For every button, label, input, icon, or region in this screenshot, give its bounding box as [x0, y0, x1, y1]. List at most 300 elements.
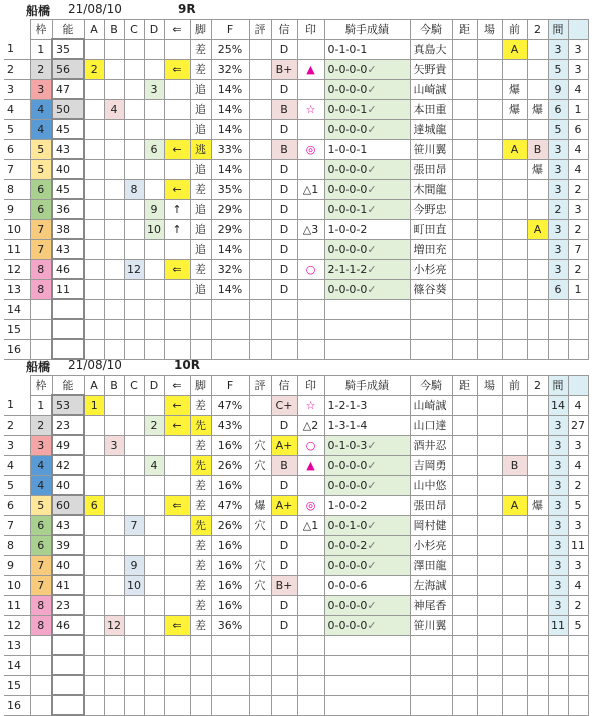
venue: 船橋	[26, 360, 51, 374]
cell-B	[104, 159, 124, 179]
cell-seiseki	[324, 495, 410, 515]
table-row[interactable]	[4, 79, 588, 99]
table-row[interactable]	[4, 675, 588, 695]
cell-waku: 4	[30, 455, 52, 475]
cell-waku: 7	[30, 555, 52, 575]
cell-A	[84, 259, 104, 279]
cell-F: 16%	[211, 535, 249, 555]
cell-mae: A	[502, 39, 527, 59]
cell-ni	[527, 319, 548, 339]
cell-B	[104, 219, 124, 239]
cell-C	[124, 39, 144, 59]
cell-seiseki	[324, 655, 410, 675]
cell-shirushi	[297, 199, 324, 219]
table-row[interactable]	[4, 219, 588, 239]
cell-kan2	[568, 319, 588, 339]
cell-D	[144, 179, 164, 199]
cell-seiseki	[324, 435, 410, 455]
cell-seiseki	[324, 395, 410, 415]
race-header	[0, 356, 605, 374]
cell-C	[124, 219, 144, 239]
cell-shirushi: ◎	[297, 495, 324, 515]
table-row[interactable]	[4, 239, 588, 259]
cell-mae: 爆	[502, 99, 527, 119]
cell-F	[211, 319, 249, 339]
col-header-seiseki: 騎手成績	[324, 376, 410, 396]
cell-D: 2	[144, 415, 164, 435]
cell-hyo	[249, 395, 271, 415]
record-text: 0-0-0-0	[327, 182, 368, 196]
cell-ba	[477, 279, 502, 299]
cell-kyori	[452, 515, 477, 535]
cell-waku: 2	[30, 415, 52, 435]
cell-kan2: 1	[568, 99, 588, 119]
cell-jockey: 矢野貴	[410, 59, 452, 79]
check-icon: ✓	[367, 202, 377, 216]
cell-seiseki	[324, 595, 410, 615]
cell-shirushi	[297, 555, 324, 575]
cell-ba	[477, 495, 502, 515]
cell-D	[144, 635, 164, 655]
cell-A	[84, 159, 104, 179]
cell-hyo	[249, 695, 271, 715]
table-row[interactable]	[4, 39, 588, 59]
cell-ba	[477, 435, 502, 455]
record-text: 1-0-0-2	[327, 222, 368, 236]
table-row[interactable]	[4, 139, 588, 159]
cell-shirushi	[297, 695, 324, 715]
cell-C	[124, 99, 144, 119]
cell-A	[84, 415, 104, 435]
cell-kan2: 4	[568, 79, 588, 99]
cell-kan1: 11	[548, 615, 568, 635]
cell-arrow: ↑	[164, 199, 190, 219]
race-number: 9R	[178, 2, 196, 16]
cell-mae	[502, 535, 527, 555]
cell-kyori	[452, 79, 477, 99]
cell-B	[104, 299, 124, 319]
cell-kan1	[548, 675, 568, 695]
cell-arrow: ←	[164, 395, 190, 415]
cell-kyaku	[190, 635, 211, 655]
horse-number: 8	[4, 535, 30, 555]
cell-D	[144, 395, 164, 415]
cell-A	[84, 319, 104, 339]
cell-ba	[477, 575, 502, 595]
check-icon: ✓	[367, 62, 377, 76]
cell-D	[144, 119, 164, 139]
col-header-kan1: 間	[548, 20, 568, 40]
cell-A	[84, 615, 104, 635]
cell-ni	[527, 615, 548, 635]
cell-kan1: 3	[548, 575, 568, 595]
cell-jockey	[410, 299, 452, 319]
cell-seiseki	[324, 615, 410, 635]
cell-arrow	[164, 515, 190, 535]
cell-kyaku: 先	[190, 455, 211, 475]
cell-B	[104, 319, 124, 339]
table-row[interactable]	[4, 199, 588, 219]
cell-kyori	[452, 635, 477, 655]
cell-nou: 39	[52, 535, 84, 555]
cell-kyaku	[190, 319, 211, 339]
cell-A	[84, 279, 104, 299]
record-text: 0-0-0-0	[327, 478, 368, 492]
cell-waku	[30, 319, 52, 339]
col-header-A: A	[84, 20, 104, 40]
cell-arrow	[164, 675, 190, 695]
cell-shin: D	[271, 555, 297, 575]
cell-arrow	[164, 119, 190, 139]
cell-mae	[502, 695, 527, 715]
cell-shirushi: △2	[297, 415, 324, 435]
cell-shin	[271, 655, 297, 675]
check-icon: ✓	[367, 242, 377, 256]
cell-hyo	[249, 615, 271, 635]
cell-B	[104, 575, 124, 595]
cell-C	[124, 415, 144, 435]
cell-C	[124, 239, 144, 259]
cell-kan1: 3	[548, 495, 568, 515]
cell-mae	[502, 279, 527, 299]
cell-ni	[527, 179, 548, 199]
table-row[interactable]	[4, 495, 588, 515]
horse-number: 9	[4, 555, 30, 575]
cell-nou	[52, 675, 84, 695]
cell-ba	[477, 179, 502, 199]
cell-kyori	[452, 655, 477, 675]
col-header-nou: 能	[52, 376, 84, 396]
cell-kan2: 3	[568, 59, 588, 79]
cell-kan1: 3	[548, 515, 568, 535]
cell-kyaku: 逃	[190, 139, 211, 159]
record-text: 0-0-0-6	[327, 578, 368, 592]
cell-mae	[502, 199, 527, 219]
cell-shin: D	[271, 259, 297, 279]
cell-arrow	[164, 159, 190, 179]
cell-kyaku	[190, 695, 211, 715]
cell-nou	[52, 695, 84, 715]
cell-kyori	[452, 59, 477, 79]
table-row[interactable]	[4, 299, 588, 319]
cell-kan2: 5	[568, 615, 588, 635]
table-row[interactable]	[4, 279, 588, 299]
table-row[interactable]	[4, 615, 588, 635]
record-text: 0-0-0-1	[327, 202, 368, 216]
horse-number: 15	[4, 319, 30, 339]
cell-waku: 6	[30, 515, 52, 535]
cell-waku: 6	[30, 179, 52, 199]
col-header-seiseki: 騎手成績	[324, 20, 410, 40]
cell-kan2: 3	[568, 515, 588, 535]
cell-jockey: 笹川翼	[410, 615, 452, 635]
table-row[interactable]	[4, 555, 588, 575]
cell-arrow	[164, 39, 190, 59]
cell-shin: D	[271, 615, 297, 635]
cell-seiseki	[324, 535, 410, 555]
cell-kyaku: 差	[190, 259, 211, 279]
cell-hyo	[249, 199, 271, 219]
cell-mae	[502, 59, 527, 79]
cell-arrow	[164, 655, 190, 675]
cell-kan2: 2	[568, 259, 588, 279]
cell-seiseki	[324, 259, 410, 279]
table-row[interactable]	[4, 535, 588, 555]
cell-shirushi	[297, 615, 324, 635]
cell-kan1: 2	[548, 199, 568, 219]
cell-ni	[527, 199, 548, 219]
col-header-nou: 能	[52, 20, 84, 40]
cell-kan2: 4	[568, 455, 588, 475]
col-header-D: D	[144, 20, 164, 40]
cell-waku: 7	[30, 219, 52, 239]
cell-ni	[527, 39, 548, 59]
table-row[interactable]	[4, 455, 588, 475]
cell-C	[124, 455, 144, 475]
cell-arrow: ←	[164, 139, 190, 159]
cell-ni	[527, 555, 548, 575]
cell-C: 10	[124, 575, 144, 595]
col-header-kan2	[568, 20, 588, 40]
cell-D	[144, 495, 164, 515]
cell-hyo	[249, 99, 271, 119]
cell-arrow: ⇐	[164, 615, 190, 635]
cell-C	[124, 299, 144, 319]
cell-C: 7	[124, 515, 144, 535]
check-icon: ✓	[367, 162, 377, 176]
cell-shin: D	[271, 239, 297, 259]
cell-waku: 7	[30, 239, 52, 259]
cell-A	[84, 239, 104, 259]
cell-shin: B+	[271, 59, 297, 79]
cell-shirushi	[297, 475, 324, 495]
table-row[interactable]	[4, 695, 588, 715]
col-header-waku: 枠	[30, 376, 52, 396]
col-header-mae: 前	[502, 376, 527, 396]
cell-shin: D	[271, 179, 297, 199]
cell-shin: D	[271, 595, 297, 615]
cell-kyori	[452, 179, 477, 199]
cell-waku: 8	[30, 259, 52, 279]
cell-kan2	[568, 695, 588, 715]
table-row[interactable]	[4, 635, 588, 655]
cell-hyo	[249, 39, 271, 59]
cell-ni	[527, 79, 548, 99]
table-row[interactable]	[4, 159, 588, 179]
cell-kan2: 3	[568, 199, 588, 219]
cell-kyori	[452, 495, 477, 515]
check-icon: ✓	[367, 282, 377, 296]
horse-number: 9	[4, 199, 30, 219]
cell-B: 4	[104, 99, 124, 119]
cell-shin: B+	[271, 575, 297, 595]
cell-waku: 2	[30, 59, 52, 79]
cell-shin: C+	[271, 395, 297, 415]
cell-kyori	[452, 575, 477, 595]
horse-number: 16	[4, 339, 30, 359]
cell-kyaku: 差	[190, 555, 211, 575]
cell-kyaku: 先	[190, 415, 211, 435]
cell-shirushi: ◎	[297, 139, 324, 159]
cell-kyaku: 追	[190, 159, 211, 179]
table-row[interactable]	[4, 595, 588, 615]
cell-jockey: 張田昂	[410, 159, 452, 179]
cell-jockey: 吉岡勇	[410, 455, 452, 475]
cell-seiseki	[324, 415, 410, 435]
cell-nou: 60	[52, 495, 84, 515]
col-header-arrow: ⇐	[164, 20, 190, 40]
cell-shin: D	[271, 415, 297, 435]
cell-A	[84, 119, 104, 139]
cell-shin	[271, 675, 297, 695]
cell-kyaku: 先	[190, 515, 211, 535]
cell-kan1: 3	[548, 415, 568, 435]
cell-B	[104, 455, 124, 475]
horse-number: 5	[4, 119, 30, 139]
cell-seiseki	[324, 455, 410, 475]
cell-nou: 49	[52, 435, 84, 455]
cell-shirushi	[297, 279, 324, 299]
cell-F: 29%	[211, 219, 249, 239]
cell-waku	[30, 635, 52, 655]
cell-hyo: 穴	[249, 575, 271, 595]
cell-C	[124, 695, 144, 715]
cell-shirushi	[297, 39, 324, 59]
cell-F	[211, 695, 249, 715]
cell-mae	[502, 575, 527, 595]
cell-D	[144, 595, 164, 615]
horse-number: 15	[4, 675, 30, 695]
cell-kyaku: 追	[190, 239, 211, 259]
col-header-B: B	[104, 376, 124, 396]
cell-shirushi	[297, 655, 324, 675]
cell-F: 16%	[211, 475, 249, 495]
cell-mae	[502, 119, 527, 139]
cell-F: 47%	[211, 495, 249, 515]
table-row[interactable]	[4, 99, 588, 119]
cell-kan2	[568, 655, 588, 675]
cell-ba	[477, 395, 502, 415]
table-row[interactable]	[4, 475, 588, 495]
table-row[interactable]	[4, 59, 588, 79]
cell-kyaku: 差	[190, 595, 211, 615]
cell-kyaku: 追	[190, 219, 211, 239]
cell-ni	[527, 259, 548, 279]
cell-mae	[502, 655, 527, 675]
cell-nou: 41	[52, 575, 84, 595]
cell-ni	[527, 415, 548, 435]
cell-seiseki	[324, 79, 410, 99]
check-icon: ✓	[367, 618, 377, 632]
cell-kyori	[452, 475, 477, 495]
cell-A	[84, 535, 104, 555]
cell-A	[84, 595, 104, 615]
cell-nou: 40	[52, 555, 84, 575]
cell-kyori	[452, 259, 477, 279]
cell-ni	[527, 475, 548, 495]
cell-ba	[477, 455, 502, 475]
table-row[interactable]	[4, 259, 588, 279]
record-text: 1-3-1-4	[327, 418, 368, 432]
cell-kan1: 6	[548, 279, 568, 299]
cell-A	[84, 39, 104, 59]
cell-kan1	[548, 319, 568, 339]
horse-number: 6	[4, 139, 30, 159]
cell-F: 36%	[211, 615, 249, 635]
cell-ni: 爆	[527, 495, 548, 515]
table-row[interactable]	[4, 395, 588, 415]
cell-D	[144, 695, 164, 715]
cell-arrow	[164, 695, 190, 715]
table-row[interactable]	[4, 435, 588, 455]
cell-jockey: 張田昂	[410, 495, 452, 515]
cell-ba	[477, 79, 502, 99]
table-row[interactable]	[4, 119, 588, 139]
cell-nou: 56	[52, 59, 84, 79]
cell-ni	[527, 695, 548, 715]
cell-kyori	[452, 435, 477, 455]
cell-shirushi	[297, 635, 324, 655]
table-row[interactable]	[4, 179, 588, 199]
cell-C	[124, 119, 144, 139]
cell-hyo	[249, 675, 271, 695]
cell-seiseki	[324, 59, 410, 79]
cell-kan2: 3	[568, 555, 588, 575]
cell-arrow	[164, 635, 190, 655]
cell-D: 6	[144, 139, 164, 159]
table-row[interactable]	[4, 515, 588, 535]
venue: 船橋	[26, 4, 51, 18]
cell-seiseki	[324, 139, 410, 159]
cell-seiseki	[324, 555, 410, 575]
cell-seiseki	[324, 219, 410, 239]
check-icon: ✓	[367, 122, 377, 136]
cell-mae	[502, 319, 527, 339]
table-row[interactable]	[4, 575, 588, 595]
cell-B	[104, 595, 124, 615]
header-blank	[4, 376, 30, 396]
cell-arrow: ↑	[164, 219, 190, 239]
horse-number: 4	[4, 455, 30, 475]
cell-F: 16%	[211, 595, 249, 615]
cell-A	[84, 695, 104, 715]
cell-waku	[30, 675, 52, 695]
table-row[interactable]	[4, 319, 588, 339]
cell-C	[124, 495, 144, 515]
cell-B	[104, 139, 124, 159]
cell-kan2	[568, 635, 588, 655]
cell-nou: 43	[52, 139, 84, 159]
record-text: 0-0-0-0	[327, 618, 368, 632]
horse-number: 2	[4, 415, 30, 435]
cell-kan1: 3	[548, 475, 568, 495]
col-header-A: A	[84, 376, 104, 396]
col-header-jockey: 今騎	[410, 20, 452, 40]
cell-kan1: 3	[548, 455, 568, 475]
cell-arrow	[164, 455, 190, 475]
col-header-shirushi: 印	[297, 20, 324, 40]
table-row[interactable]	[4, 415, 588, 435]
cell-F: 32%	[211, 59, 249, 79]
col-header-arrow: ⇐	[164, 376, 190, 396]
table-row[interactable]	[4, 655, 588, 675]
cell-A	[84, 219, 104, 239]
cell-arrow	[164, 299, 190, 319]
cell-C	[124, 615, 144, 635]
cell-seiseki	[324, 575, 410, 595]
cell-hyo	[249, 219, 271, 239]
cell-B	[104, 635, 124, 655]
